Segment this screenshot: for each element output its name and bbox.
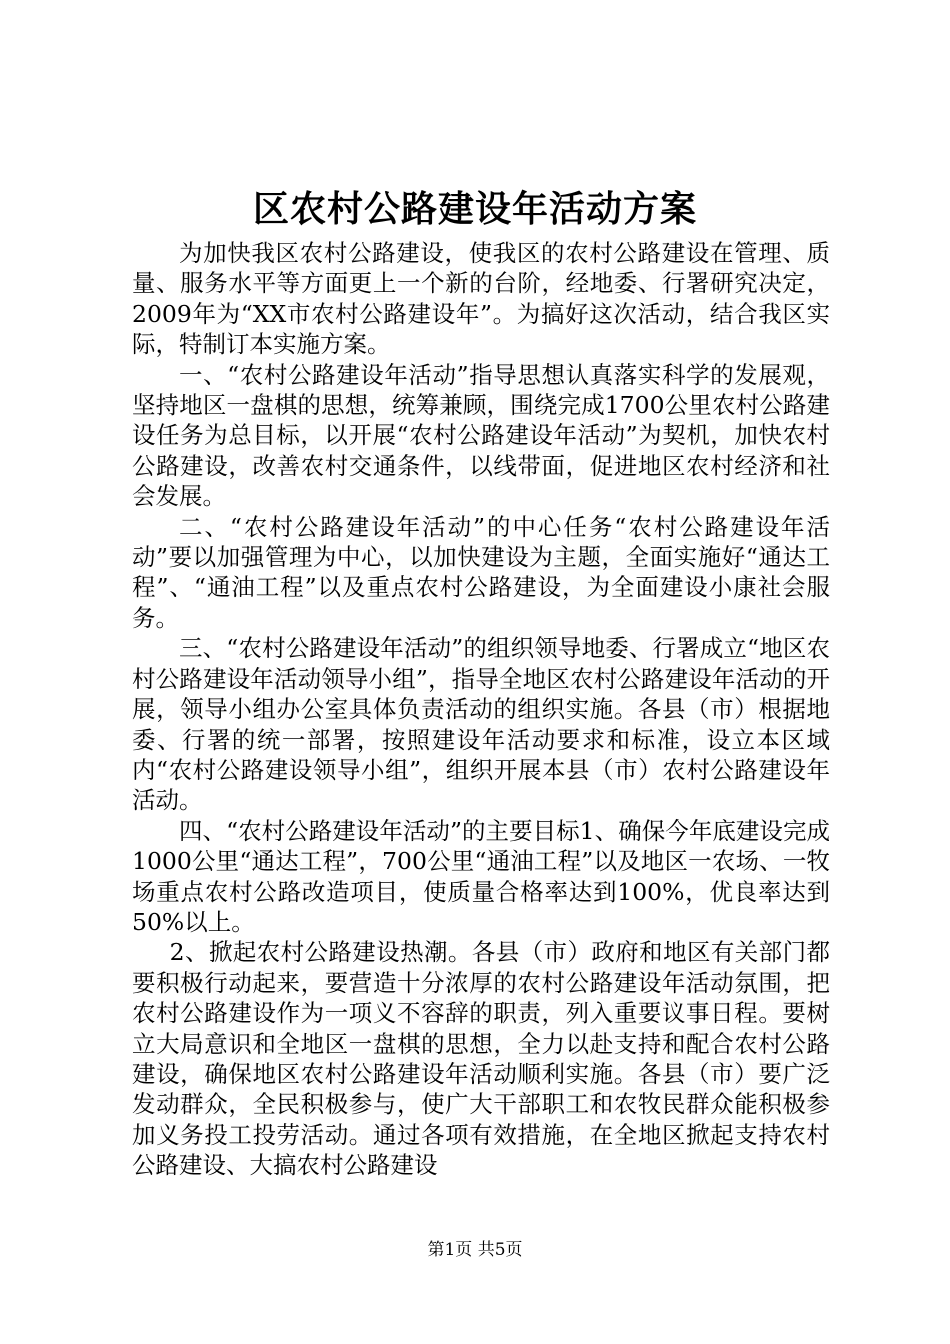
paragraph-construction-upsurge: 2、掀起农村公路建设热潮。各县（市）政府和地区有关部门都要积极行动起来，要营造十分浓厚的农村公路建设年活动氛围，把农村公路建设作为一项义不容辞的职责，列入重要议事日程。要树立大局意识和全地区一盘棋的思想，全力以赴支持和配合农村公路建设，确保地区农村公路建设年活动顺利实施。各县（市）要广泛发动群众，全民积极参与，使广大干部职工和农牧民群众能积极参加义务投工投劳活动。通过各项有效措施，在全地区掀起支持农村公路建设、大搞农村公路建设 <box>132 938 830 1180</box>
paragraph-central-task: 二、“农村公路建设年活动”的中心任务“农村公路建设年活动”要以加强管理为中心，以加快建设为主题，全面实施好“通达工程”、“通油工程”以及重点农村公路建设，为全面建设小康社会服务。 <box>132 512 830 632</box>
paragraph-intro: 为加快我区农村公路建设，使我区的农村公路建设在管理、质量、服务水平等方面更上一个新的台阶，经地委、行署研究决定，2009年为“XX市农村公路建设年”。为搞好这次活动，结合我区实际，特制订本实施方案。 <box>132 239 830 359</box>
paragraph-guiding-ideology: 一、“农村公路建设年活动”指导思想认真落实科学的发展观，坚持地区一盘棋的思想，统筹兼顾，围绕完成1700公里农村公路建设任务为总目标，以开展“农村公路建设年活动”为契机，加快农村公路建设，改善农村交通条件，以线带面，促进地区农村经济和社会发展。 <box>132 360 830 511</box>
paragraph-organization: 三、“农村公路建设年活动”的组织领导地委、行署成立“地区农村公路建设年活动领导小组”，指导全地区农村公路建设年活动的开展，领导小组办公室具体负责活动的组织实施。各县（市）根据地委、行署的统一部署，按照建设年活动要求和标准，设立本区域内“农村公路建设领导小组”，组织开展本县（市）农村公路建设年活动。 <box>132 634 830 815</box>
paragraph-main-goals: 四、“农村公路建设年活动”的主要目标1、确保今年底建设完成1000公里“通达工程”，700公里“通油工程”以及地区一农场、一牧场重点农村公路改造项目，使质量合格率达到100%，优良率达到50%以上。 <box>132 816 830 936</box>
page-footer <box>0 1238 950 1262</box>
document-title: 区农村公路建设年活动方案 <box>252 188 697 230</box>
page-indicator: 第1页 共5页 <box>427 1240 523 1260</box>
document-body <box>132 238 830 1181</box>
